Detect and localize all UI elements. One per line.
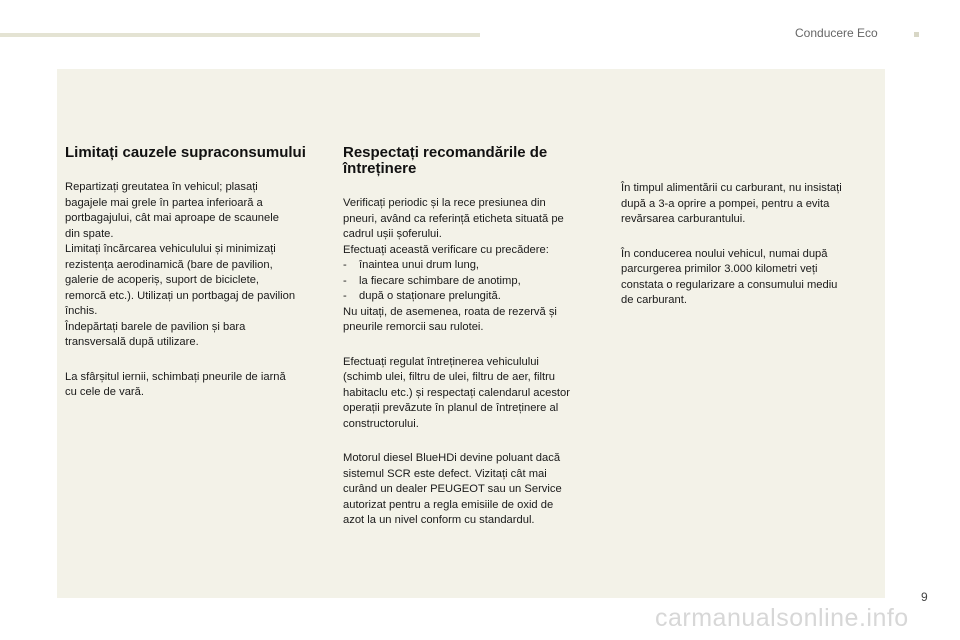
watermark-text: carmanualsonline.info — [655, 604, 909, 632]
text-line: închis. — [65, 305, 98, 317]
text-line: operații prevăzute în planul de întreținere al — [343, 402, 559, 414]
paragraph-new-vehicle — [621, 247, 871, 309]
text-line: remorcă etc.). Utilizați un portbagaj de pavilion — [65, 289, 296, 302]
text-line: Limitați încărcarea vehiculului și minimizați — [65, 243, 276, 255]
heading-maintenance: Respectați recomandările de întreținere — [343, 144, 548, 177]
text-line: Efectuați această verificare cu precădere: — [343, 243, 549, 256]
text-line: Repartizați greutatea în vehicul; plasați — [65, 181, 258, 193]
heading-limit-consumption: Limitați cauzele supraconsumului — [65, 144, 306, 161]
text-line: Efectuați regulat întreținerea vehiculului — [343, 355, 539, 368]
text-line: parcurgerea primilor 3.000 kilometri veți — [621, 263, 818, 275]
list-item-text: înaintea unui drum lung, — [359, 259, 480, 271]
text-line: galerie de acoperiș, suport de biciclete, — [65, 274, 260, 286]
list-item-text: la fiecare schimbare de anotimp, — [359, 274, 521, 287]
text-line: rezistența aerodinamică (bare de pavilion, — [65, 258, 273, 271]
text-line: cu cele de vară. — [65, 386, 144, 398]
text-line: bagajele mai grele în partea inferioară a — [65, 196, 263, 209]
list-item — [343, 289, 605, 305]
section-title: Conducere Eco — [795, 26, 878, 40]
text-line: azot la un nivel conform cu standardul. — [343, 514, 535, 526]
paragraph-tyre-pressure — [343, 196, 605, 336]
paragraph-bluehdi — [343, 451, 605, 529]
text-line: din spate. — [65, 227, 114, 240]
header-bar — [0, 33, 480, 37]
page-number: 9 — [921, 590, 928, 604]
header-marker — [914, 32, 919, 37]
list-item — [343, 274, 605, 290]
text-line: În conducerea noului vehicul, numai după — [621, 247, 828, 260]
list-item — [343, 258, 605, 274]
paragraph-refuelling — [621, 181, 871, 228]
text-line: portbagajului, cât mai aproape de scaunele — [65, 212, 279, 224]
text-line: constata o regularizare a consumului mediu — [621, 278, 838, 291]
paragraph-service — [343, 355, 605, 433]
column-limit-consumption — [65, 145, 320, 420]
text-line: Motorul diesel BlueHDi devine poluant dacă — [343, 452, 561, 464]
text-line: pneurile remorcii sau rulotei. — [343, 321, 484, 333]
text-line: În timpul alimentării cu carburant, nu insistați — [621, 182, 842, 194]
paragraph-tyres-season — [65, 370, 320, 401]
text-line: La sfârșitul iernii, schimbați pneurile de iarnă — [65, 370, 286, 383]
bullet-dash: - — [343, 290, 347, 302]
text-line: constructorului. — [343, 417, 419, 430]
text-line: revărsarea carburantului. — [621, 213, 746, 225]
text-line: după a 3-a oprire a pompei, pentru a evita — [621, 197, 830, 210]
text-line: cadrul ușii șoferului. — [343, 228, 442, 240]
text-line: habitaclu etc.) și respectați calendarul acestor — [343, 386, 570, 399]
column-maintenance — [343, 145, 605, 548]
text-line: pneuri, având ca referință eticheta situată pe — [343, 212, 564, 225]
bullet-dash: - — [343, 274, 347, 287]
text-line: curând un dealer PEUGEOT sau un Service — [343, 483, 562, 495]
text-line: Îndepărtați barele de pavilion și bara — [65, 320, 246, 333]
text-line: Verificați periodic și la rece presiunea din — [343, 197, 546, 209]
list-item-text: după o staționare prelungită. — [359, 290, 501, 302]
column-fuel-tips — [621, 181, 871, 328]
text-line: sistemul SCR este defect. Vizitați cât mai — [343, 467, 547, 480]
text-line: de carburant. — [621, 294, 687, 306]
text-line: transversală după utilizare. — [65, 336, 199, 348]
text-line: (schimb ulei, filtru de ulei, filtru de aer, filtru — [343, 371, 556, 383]
text-line: Nu uitați, de asemenea, roata de rezervă și — [343, 305, 557, 318]
paragraph-weight — [65, 180, 320, 351]
bullet-dash: - — [343, 259, 347, 271]
text-line: autorizat pentru a regla emisiile de oxid de — [343, 498, 554, 511]
